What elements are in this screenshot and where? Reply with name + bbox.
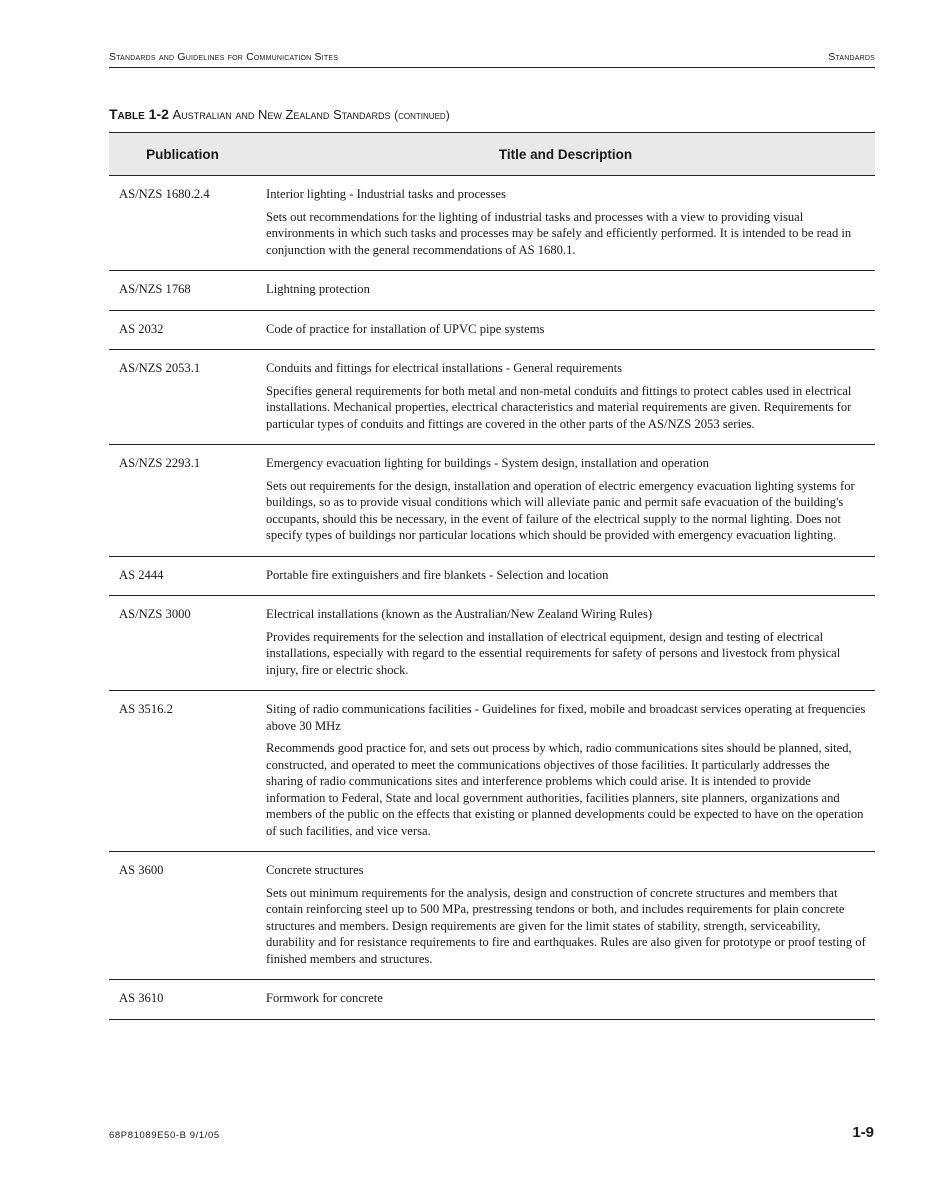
publication-code: AS/NZS 2053.1 bbox=[109, 350, 256, 445]
standards-table bbox=[109, 132, 875, 1020]
standard-title: Lightning protection bbox=[266, 282, 370, 296]
title-description-cell bbox=[256, 176, 875, 271]
column-header-publication: Publication bbox=[109, 133, 256, 176]
standard-description: Specifies general requirements for both metal and non-metal conduits and fittings to protect cables used in electrical installations. Mechanical properties, electrical characteristics and material requirements are given. Requirements for particular types of conduits and fittings are covered in the other parts of the AS/NZS 2053 series. bbox=[266, 383, 852, 431]
title-description-cell bbox=[256, 980, 875, 1020]
publication-code: AS/NZS 1768 bbox=[109, 271, 256, 311]
publication-code: AS 2444 bbox=[109, 556, 256, 596]
table-row bbox=[109, 691, 875, 852]
title-description-cell bbox=[256, 310, 875, 350]
title-description-cell bbox=[256, 556, 875, 596]
table-row bbox=[109, 350, 875, 445]
title-description-cell bbox=[256, 596, 875, 691]
footer-document-id: 68P81089E50-B 9/1/05 bbox=[109, 1130, 220, 1141]
standard-title: Interior lighting - Industrial tasks and processes bbox=[266, 187, 506, 201]
standard-title: Conduits and fittings for electrical installations - General requirements bbox=[266, 361, 623, 375]
title-description-cell bbox=[256, 691, 875, 852]
table-row bbox=[109, 852, 875, 980]
title-description-cell bbox=[256, 271, 875, 311]
header-section-title: Standards bbox=[828, 51, 875, 63]
publication-code: AS 3600 bbox=[109, 852, 256, 980]
standard-description: Sets out requirements for the design, installation and operation of electric emergency evacuation lighting systems for buildings, so as to provide visual conditions which will alleviate panic and permit safe evacuation of the building's occupants, should this be necessary, in the event of failure of the electrical supply to the normal lighting. Does not specify types of buildings nor particular locations which should be provided with emergency evacuation lighting. bbox=[266, 478, 855, 542]
standard-description: Recommends good practice for, and sets out process by which, radio communications sites should be planned, sited, constructed, and operated to meet the communications objectives of those facilities. It particularly addresses the sharing of radio communications sites and interference problems which could arise. It is intended to provide information to Federal, State and local government authorities, facilities planners, site planners, organizations and members of the public on the effects that existing or planned developments could be expected to have on the operation of such facilities, and vice versa. bbox=[266, 741, 864, 838]
standard-title: Concrete structures bbox=[266, 863, 364, 877]
title-description-cell bbox=[256, 350, 875, 445]
table-row bbox=[109, 556, 875, 596]
standard-description: Provides requirements for the selection and installation of electrical equipment, design and testing of electrical installations, especially with regard to the essential requirements for safety of persons and livestock from physical injury, fire or electric shock. bbox=[266, 629, 841, 677]
publication-code: AS/NZS 3000 bbox=[109, 596, 256, 691]
publication-code: AS/NZS 2293.1 bbox=[109, 445, 256, 557]
running-header bbox=[109, 49, 875, 68]
table-caption-continued: (continued) bbox=[394, 108, 450, 122]
table-caption bbox=[109, 106, 450, 122]
standard-description: Sets out recommendations for the lighting of industrial tasks and processes with a view to providing visual environments in which such tasks and processes may be safely and efficiently performed. It is intended to be read in conjunction with the general recommendations of AS 1680.1. bbox=[266, 209, 852, 257]
table-row bbox=[109, 310, 875, 350]
footer-page-number: 1-9 bbox=[852, 1124, 874, 1141]
table-body bbox=[109, 176, 875, 1020]
publication-code: AS 3516.2 bbox=[109, 691, 256, 852]
column-header-title-description: Title and Description bbox=[256, 133, 875, 176]
table-caption-label: Table 1-2 bbox=[109, 106, 169, 122]
title-description-cell bbox=[256, 445, 875, 557]
standard-title: Siting of radio communications facilities - Guidelines for fixed, mobile and broadcast services operating at frequencies above 30 MHz bbox=[266, 702, 866, 733]
table-row bbox=[109, 445, 875, 557]
title-description-cell bbox=[256, 852, 875, 980]
publication-code: AS/NZS 1680.2.4 bbox=[109, 176, 256, 271]
table-header-row bbox=[109, 133, 875, 176]
publication-code: AS 3610 bbox=[109, 980, 256, 1020]
standard-description: Sets out minimum requirements for the analysis, design and construction of concrete structures and members that contain reinforcing steel up to 500 MPa, prestressing tendons or both, and includes requirements for plain concrete structures and members. Design requirements are given for the limit states of stability, strength, serviceability, durability and for resistance requirements to fire and earthquakes. Rules are also given for prototype or proof testing of finished members and structures. bbox=[266, 885, 866, 966]
table-row bbox=[109, 176, 875, 271]
standard-title: Electrical installations (known as the Australian/New Zealand Wiring Rules) bbox=[266, 607, 653, 621]
table-row bbox=[109, 980, 875, 1020]
table-row bbox=[109, 596, 875, 691]
header-document-title: Standards and Guidelines for Communication Sites bbox=[109, 51, 339, 63]
publication-code: AS 2032 bbox=[109, 310, 256, 350]
table-row bbox=[109, 271, 875, 311]
standard-title: Emergency evacuation lighting for buildings - System design, installation and operation bbox=[266, 456, 709, 470]
table-caption-title: Australian and New Zealand Standards bbox=[172, 107, 391, 122]
standard-title: Formwork for concrete bbox=[266, 991, 383, 1005]
standard-title: Code of practice for installation of UPVC pipe systems bbox=[266, 321, 545, 336]
standard-title: Portable fire extinguishers and fire blankets - Selection and location bbox=[266, 567, 609, 582]
